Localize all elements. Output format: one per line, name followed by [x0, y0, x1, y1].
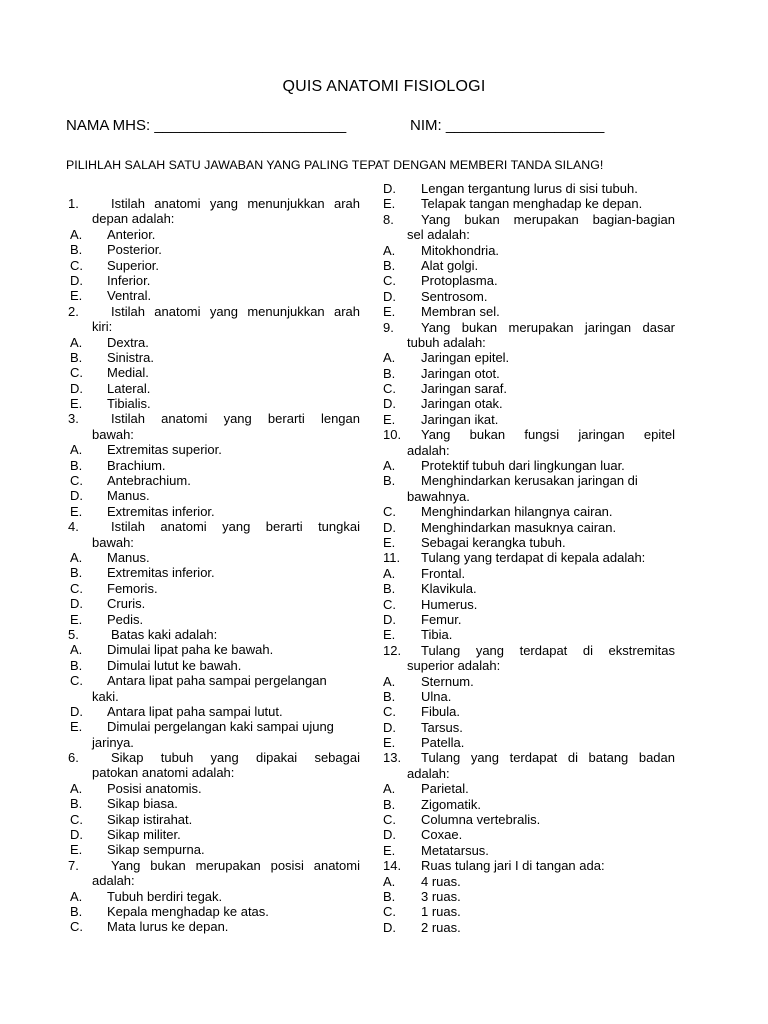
option-text: Dextra.: [107, 334, 149, 350]
answer-option: [383, 581, 675, 596]
option-text: 2 ruas.: [421, 919, 461, 935]
answer-option: [383, 812, 675, 827]
continuation-line: [68, 689, 360, 704]
answer-option: [68, 642, 360, 657]
question-number: 2.: [68, 303, 79, 319]
continuation-line: [68, 735, 360, 750]
answer-option: [68, 889, 360, 904]
option-letter: E.: [70, 503, 83, 519]
question-number: 11.: [383, 550, 401, 566]
option-text: Extremitas inferior.: [107, 565, 215, 581]
continuation-text: adalah:: [92, 873, 135, 889]
option-letter: D.: [70, 827, 83, 843]
option-letter: D.: [383, 396, 396, 412]
option-text: Coxae.: [421, 827, 463, 843]
question-text: Tulang yang terdapat di ekstremitas: [421, 642, 675, 658]
continuation-line: [68, 211, 360, 226]
answer-option: [383, 412, 675, 427]
question-number: 8.: [383, 211, 394, 227]
question-line: [383, 427, 675, 442]
question-line: [383, 643, 675, 658]
continuation-text: bawahnya.: [407, 488, 470, 504]
option-letter: A.: [383, 458, 396, 474]
option-letter: E.: [383, 304, 396, 320]
option-text: Cruris.: [107, 596, 146, 612]
question-number: 12.: [383, 642, 402, 658]
continuation-line: [383, 443, 675, 458]
option-text: Menghindarkan hilangnya cairan.: [421, 504, 613, 520]
answer-option: [383, 689, 675, 704]
option-text: Antara lipat paha sampai lutut.: [107, 703, 283, 719]
continuation-text: depan adalah:: [92, 211, 175, 227]
option-text: Dimulai lipat paha ke bawah.: [107, 642, 274, 658]
option-letter: D.: [70, 380, 83, 396]
option-text: Sikap biasa.: [107, 796, 178, 812]
student-name-field: NAMA MHS: _______________________: [66, 117, 347, 134]
answer-option: [68, 335, 360, 350]
option-letter: E.: [70, 288, 83, 304]
option-text: 1 ruas.: [421, 904, 461, 920]
question-line: [68, 304, 360, 319]
option-letter: E.: [383, 627, 396, 643]
option-letter: C.: [383, 904, 396, 920]
question-line: [68, 858, 360, 873]
question-line: [68, 750, 360, 765]
continuation-line: [68, 535, 360, 550]
question-text: Yang bukan fungsi jaringan epitel: [421, 427, 675, 443]
option-text: Mata lurus ke depan.: [107, 919, 229, 935]
quiz-title: QUIS ANATOMI FISIOLOGI: [282, 78, 486, 95]
option-text: Pedis.: [107, 611, 144, 627]
answer-option: [68, 488, 360, 503]
option-letter: C.: [383, 812, 396, 828]
option-text: Sinistra.: [107, 349, 154, 365]
answer-option: [383, 350, 675, 365]
continuation-text: kiri:: [92, 319, 113, 335]
answer-option: [68, 550, 360, 565]
answer-option: [383, 520, 675, 535]
option-text: Femoris.: [107, 580, 158, 596]
question-number: 14.: [383, 858, 402, 874]
answer-option: [68, 565, 360, 580]
option-text: Humerus.: [421, 596, 478, 612]
option-text: 3 ruas.: [421, 888, 461, 904]
option-text: Sternum.: [421, 673, 474, 689]
question-text: Sikap tubuh yang dipakai sebagai: [111, 750, 360, 766]
option-letter: D.: [383, 719, 396, 735]
question-text: Tulang yang terdapat di batang badan: [421, 750, 675, 766]
option-letter: A.: [383, 242, 396, 258]
option-letter: A.: [70, 442, 83, 458]
option-text: Tibia.: [421, 627, 453, 643]
option-text: Menghindarkan masuknya cairan.: [421, 519, 617, 535]
question-line: [68, 627, 360, 642]
option-text: Sikap militer.: [107, 827, 181, 843]
option-text: Klavikula.: [421, 581, 477, 597]
option-letter: C.: [383, 381, 396, 397]
option-letter: C.: [70, 365, 83, 381]
continuation-text: kaki.: [92, 688, 119, 704]
option-text: Jaringan otot.: [421, 365, 500, 381]
answer-option: [383, 704, 675, 719]
option-text: Anterior.: [107, 226, 156, 242]
answer-option: [68, 796, 360, 811]
option-letter: D.: [70, 596, 83, 612]
answer-option: [68, 781, 360, 796]
option-text: Tubuh berdiri tegak.: [107, 888, 223, 904]
option-letter: A.: [383, 350, 396, 366]
option-letter: A.: [70, 549, 83, 565]
option-text: Dimulai pergelangan kaki sampai ujung: [107, 719, 334, 735]
option-letter: E.: [383, 534, 396, 550]
option-text: Telapak tangan menghadap ke depan.: [421, 196, 643, 212]
option-text: Sentrosom.: [421, 288, 488, 304]
option-text: Columna vertebralis.: [421, 812, 541, 828]
answer-option: [383, 473, 675, 488]
option-letter: E.: [70, 396, 83, 412]
option-letter: E.: [70, 611, 83, 627]
option-letter: C.: [70, 919, 83, 935]
answer-option: [68, 596, 360, 611]
option-letter: B.: [70, 657, 83, 673]
option-text: Superior.: [107, 257, 160, 273]
option-letter: B.: [70, 565, 83, 581]
option-letter: C.: [383, 704, 396, 720]
option-letter: C.: [70, 580, 83, 596]
answer-option: [383, 797, 675, 812]
answer-option: [383, 304, 675, 319]
question-number: 1.: [68, 196, 79, 211]
question-number: 7.: [68, 857, 79, 873]
question-line: [383, 750, 675, 765]
continuation-text: superior adalah:: [407, 658, 501, 674]
option-text: Lateral.: [107, 380, 151, 396]
option-text: Tibialis.: [107, 396, 151, 412]
option-text: Patella.: [421, 735, 465, 751]
option-letter: D.: [70, 703, 83, 719]
option-letter: D.: [383, 827, 396, 843]
option-text: Protoplasma.: [421, 273, 498, 289]
option-text: Extremitas inferior.: [107, 503, 215, 519]
option-letter: B.: [383, 581, 396, 597]
question-text: Istilah anatomi yang berarti lengan: [111, 411, 360, 427]
question-text: Yang bukan merupakan posisi anatomi: [111, 857, 360, 873]
option-letter: A.: [70, 780, 83, 796]
question-number: 5.: [68, 626, 79, 642]
option-letter: B.: [70, 796, 83, 812]
answer-option: [383, 366, 675, 381]
answer-option: [68, 365, 360, 380]
question-text: Yang bukan merupakan bagian-bagian: [421, 211, 675, 227]
option-letter: D.: [70, 488, 83, 504]
question-text: Ruas tulang jari I di tangan ada:: [421, 858, 605, 874]
option-text: Frontal.: [421, 565, 466, 581]
answer-option: [68, 473, 360, 488]
option-letter: B.: [383, 888, 396, 904]
option-letter: A.: [383, 565, 396, 581]
option-text: Sikap istirahat.: [107, 811, 193, 827]
continuation-text: adalah:: [407, 765, 450, 781]
answer-option: [383, 289, 675, 304]
answer-option: [383, 781, 675, 796]
answer-option: [68, 581, 360, 596]
answer-option: [68, 227, 360, 242]
option-text: Alat golgi.: [421, 257, 479, 273]
option-text: Manus.: [107, 488, 150, 504]
option-letter: C.: [70, 673, 83, 689]
answer-option: [68, 273, 360, 288]
continuation-line: [383, 335, 675, 350]
continuation-text: jarinya.: [92, 734, 134, 750]
instruction-text: PILIHLAH SALAH SATU JAWABAN YANG PALING TEPAT DENGAN MEMBERI TANDA SILANG!: [66, 158, 604, 172]
answer-option: [383, 612, 675, 627]
option-letter: B.: [383, 796, 396, 812]
option-text: Lengan tergantung lurus di sisi tubuh.: [421, 181, 638, 196]
answer-option: [383, 566, 675, 581]
option-text: Brachium.: [107, 457, 166, 473]
question-line: [68, 411, 360, 426]
continuation-line: [68, 427, 360, 442]
option-letter: A.: [70, 888, 83, 904]
answer-option: [383, 843, 675, 858]
option-letter: B.: [70, 903, 83, 919]
answer-option: [383, 258, 675, 273]
answer-option: [68, 396, 360, 411]
question-number: 10.: [383, 427, 402, 443]
question-line: [68, 196, 360, 211]
answer-option: [383, 181, 675, 196]
answer-option: [68, 919, 360, 934]
option-letter: E.: [70, 719, 83, 735]
question-number: 6.: [68, 750, 79, 766]
answer-option: [68, 612, 360, 627]
answer-option: [383, 889, 675, 904]
option-text: Ulna.: [421, 688, 452, 704]
option-text: Jaringan ikat.: [421, 411, 499, 427]
option-letter: A.: [70, 334, 83, 350]
answer-option: [68, 904, 360, 919]
answer-option: [68, 704, 360, 719]
option-letter: C.: [383, 504, 396, 520]
answer-option: [383, 904, 675, 919]
continuation-text: bawah:: [92, 534, 134, 550]
answer-option: [383, 874, 675, 889]
option-text: Antara lipat paha sampai pergelangan: [107, 673, 327, 689]
option-letter: E.: [383, 842, 396, 858]
option-letter: A.: [383, 673, 396, 689]
answer-option: [68, 842, 360, 857]
option-text: Antebrachium.: [107, 473, 191, 489]
option-text: Metatarsus.: [421, 842, 489, 858]
option-letter: D.: [383, 288, 396, 304]
answer-option: [68, 442, 360, 457]
answer-option: [383, 396, 675, 411]
question-number: 4.: [68, 519, 79, 535]
left-column: [68, 196, 360, 935]
option-text: Membran sel.: [421, 304, 500, 320]
question-line: [383, 550, 675, 565]
option-letter: A.: [383, 873, 396, 889]
option-text: Sikap sempurna.: [107, 842, 205, 858]
option-letter: B.: [383, 365, 396, 381]
answer-option: [68, 381, 360, 396]
option-text: Mitokhondria.: [421, 242, 500, 258]
continuation-line: [383, 766, 675, 781]
question-text: Istilah anatomi yang menunjukkan arah: [111, 196, 360, 211]
answer-option: [383, 597, 675, 612]
continuation-text: sel adalah:: [407, 227, 470, 243]
continuation-text: patokan anatomi adalah:: [92, 765, 235, 781]
answer-option: [68, 458, 360, 473]
option-letter: B.: [383, 257, 396, 273]
option-text: Fibula.: [421, 704, 461, 720]
option-text: Inferior.: [107, 272, 151, 288]
answer-option: [383, 735, 675, 750]
answer-option: [383, 827, 675, 842]
option-text: Jaringan saraf.: [421, 381, 507, 397]
question-text: Batas kaki adalah:: [111, 626, 218, 642]
question-line: [383, 212, 675, 227]
answer-option: [383, 504, 675, 519]
option-letter: D.: [70, 272, 83, 288]
question-text: Tulang yang terdapat di kepala adalah:: [421, 550, 646, 566]
answer-option: [68, 658, 360, 673]
option-letter: D.: [383, 181, 396, 196]
option-letter: A.: [383, 781, 396, 797]
question-line: [383, 858, 675, 873]
option-text: Femur.: [421, 611, 462, 627]
option-letter: C.: [383, 273, 396, 289]
option-letter: B.: [383, 473, 396, 489]
question-number: 13.: [383, 750, 402, 766]
answer-option: [383, 674, 675, 689]
option-letter: A.: [70, 226, 83, 242]
option-text: Kepala menghadap ke atas.: [107, 903, 269, 919]
option-letter: E.: [383, 735, 396, 751]
option-text: Jaringan epitel.: [421, 350, 510, 366]
continuation-line: [383, 489, 675, 504]
student-id-field: NIM: ___________________: [410, 117, 605, 134]
option-letter: C.: [383, 596, 396, 612]
question-line: [68, 519, 360, 534]
option-letter: E.: [70, 842, 83, 858]
answer-option: [68, 288, 360, 303]
option-text: Ventral.: [107, 288, 152, 304]
answer-option: [68, 812, 360, 827]
question-line: [383, 320, 675, 335]
answer-option: [68, 719, 360, 734]
answer-option: [68, 242, 360, 257]
option-letter: E.: [383, 411, 396, 427]
continuation-line: [68, 873, 360, 888]
option-text: Jaringan otak.: [421, 396, 503, 412]
option-text: Manus.: [107, 549, 150, 565]
answer-option: [383, 627, 675, 642]
option-letter: D.: [383, 611, 396, 627]
option-letter: E.: [383, 196, 396, 212]
answer-option: [383, 920, 675, 935]
option-text: Extremitas superior.: [107, 442, 222, 458]
option-text: Menghindarkan kerusakan jaringan di: [421, 473, 638, 489]
answer-option: [68, 673, 360, 688]
answer-option: [68, 827, 360, 842]
option-text: Protektif tubuh dari lingkungan luar.: [421, 458, 625, 474]
option-letter: C.: [70, 811, 83, 827]
right-column: [383, 181, 675, 935]
option-text: Sebagai kerangka tubuh.: [421, 534, 566, 550]
answer-option: [383, 458, 675, 473]
question-text: Istilah anatomi yang berarti tungkai: [111, 519, 360, 535]
answer-option: [383, 381, 675, 396]
option-letter: B.: [70, 349, 83, 365]
answer-option: [383, 196, 675, 211]
continuation-text: tubuh adalah:: [407, 334, 486, 350]
option-letter: B.: [383, 688, 396, 704]
question-text: Yang bukan merupakan jaringan dasar: [421, 319, 675, 335]
continuation-text: adalah:: [407, 442, 450, 458]
continuation-line: [68, 765, 360, 780]
option-text: Posterior.: [107, 242, 162, 258]
option-text: Tarsus.: [421, 719, 463, 735]
question-text: Istilah anatomi yang menunjukkan arah: [111, 303, 360, 319]
option-letter: C.: [70, 473, 83, 489]
question-number: 9.: [383, 319, 394, 335]
option-letter: D.: [383, 519, 396, 535]
answer-option: [383, 720, 675, 735]
option-letter: C.: [70, 257, 83, 273]
option-text: Dimulai lutut ke bawah.: [107, 657, 242, 673]
option-letter: A.: [70, 642, 83, 658]
question-number: 3.: [68, 411, 79, 427]
option-text: Medial.: [107, 365, 149, 381]
answer-option: [68, 350, 360, 365]
continuation-line: [383, 227, 675, 242]
continuation-text: bawah:: [92, 426, 134, 442]
answer-option: [68, 258, 360, 273]
answer-option: [68, 504, 360, 519]
option-letter: D.: [383, 919, 396, 935]
option-letter: B.: [70, 457, 83, 473]
option-text: Zigomatik.: [421, 796, 481, 812]
option-text: Posisi anatomis.: [107, 780, 202, 796]
answer-option: [383, 535, 675, 550]
continuation-line: [383, 658, 675, 673]
answer-option: [383, 243, 675, 258]
continuation-line: [68, 319, 360, 334]
answer-option: [383, 273, 675, 288]
option-text: 4 ruas.: [421, 873, 461, 889]
option-text: Parietal.: [421, 781, 469, 797]
option-letter: B.: [70, 242, 83, 258]
